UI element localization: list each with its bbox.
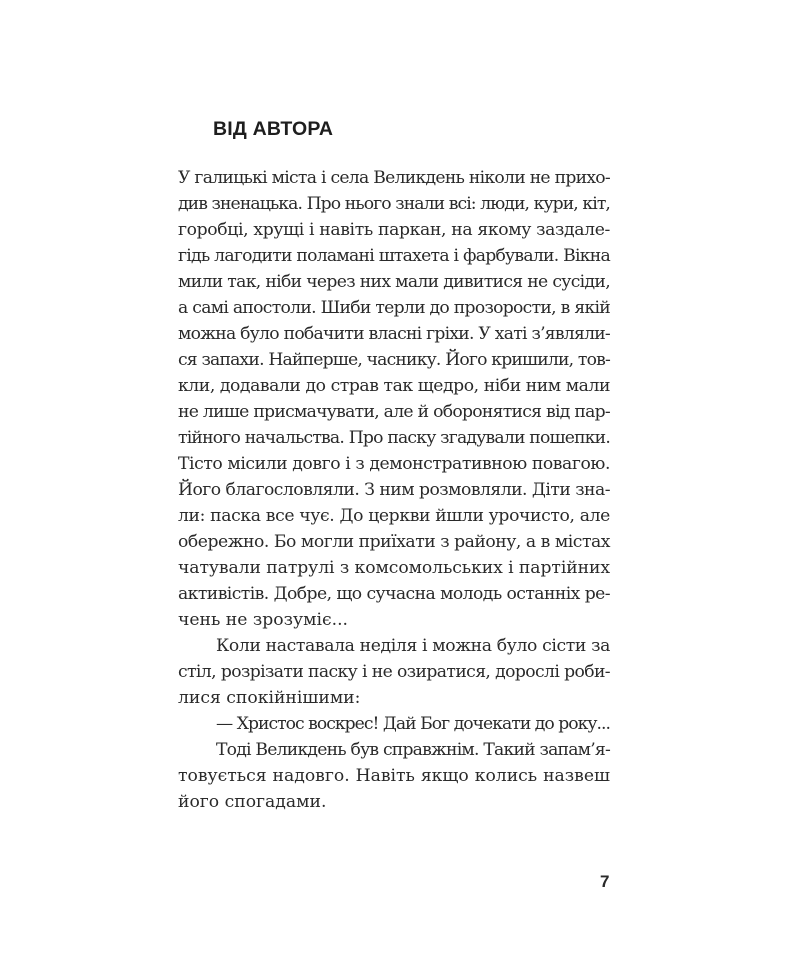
text-line: чень не зрозуміє... bbox=[178, 610, 348, 630]
text-line: мили так, ніби через них мали дивитися не сусіди, bbox=[178, 272, 610, 292]
text-line: активістів. Добре, що сучасна молодь останніх ре- bbox=[178, 584, 610, 604]
text-line: не лише присмачувати, але й оборонятися від пар- bbox=[178, 402, 610, 422]
text-line: стіл, розрізати паску і не озиратися, дорослі роби- bbox=[178, 662, 610, 682]
text-line: чатували патрулі з комсомольських і партійних bbox=[178, 558, 610, 578]
text-line: тійного начальства. Про паску згадували пошепки. bbox=[178, 428, 610, 448]
chapter-heading: ВІД АВТОРА bbox=[213, 118, 334, 140]
text-line: лися спокійнішими: bbox=[178, 688, 361, 708]
text-line: див зненацька. Про нього знали всі: люди, кури, кіт, bbox=[178, 194, 610, 214]
text-line: кли, додавали до страв так щедро, ніби ним мали bbox=[178, 376, 610, 396]
body-text bbox=[178, 165, 610, 815]
text-line: У галицькі міста і села Великдень ніколи не прихо- bbox=[178, 168, 610, 188]
text-line: ся запахи. Найперше, часнику. Його кришили, тов- bbox=[178, 350, 610, 370]
text-line: гідь лагодити поламані штахета і фарбували. Вікна bbox=[178, 246, 610, 266]
text-line: а самі апостоли. Шиби терли до прозорости, в якій bbox=[178, 298, 610, 318]
text-line: його спогадами. bbox=[178, 792, 327, 812]
text-line: Коли наставала неділя і можна було сісти за bbox=[216, 636, 610, 656]
text-line: Тісто місили довго і з демонстративною повагою. bbox=[178, 454, 610, 474]
text-line: товується надовго. Навіть якщо колись назвеш bbox=[178, 766, 610, 786]
text-line: — Христос воскрес! Дай Бог дочекати до року... bbox=[216, 714, 610, 734]
text-line: ли: паска все чує. До церкви йшли урочисто, але bbox=[178, 506, 610, 526]
text-line: можна було побачити власні гріхи. У хаті з’являли- bbox=[178, 324, 610, 344]
text-line: Тоді Великдень був справжнім. Такий запам’я- bbox=[216, 740, 610, 760]
text-line: Його благословляли. З ним розмовляли. Діти зна- bbox=[178, 480, 610, 500]
page-number: 7 bbox=[600, 872, 610, 891]
text-line: горобці, хрущі і навіть паркан, на якому заздале- bbox=[178, 220, 610, 240]
text-line: обережно. Бо могли приїхати з району, а в містах bbox=[178, 532, 610, 552]
